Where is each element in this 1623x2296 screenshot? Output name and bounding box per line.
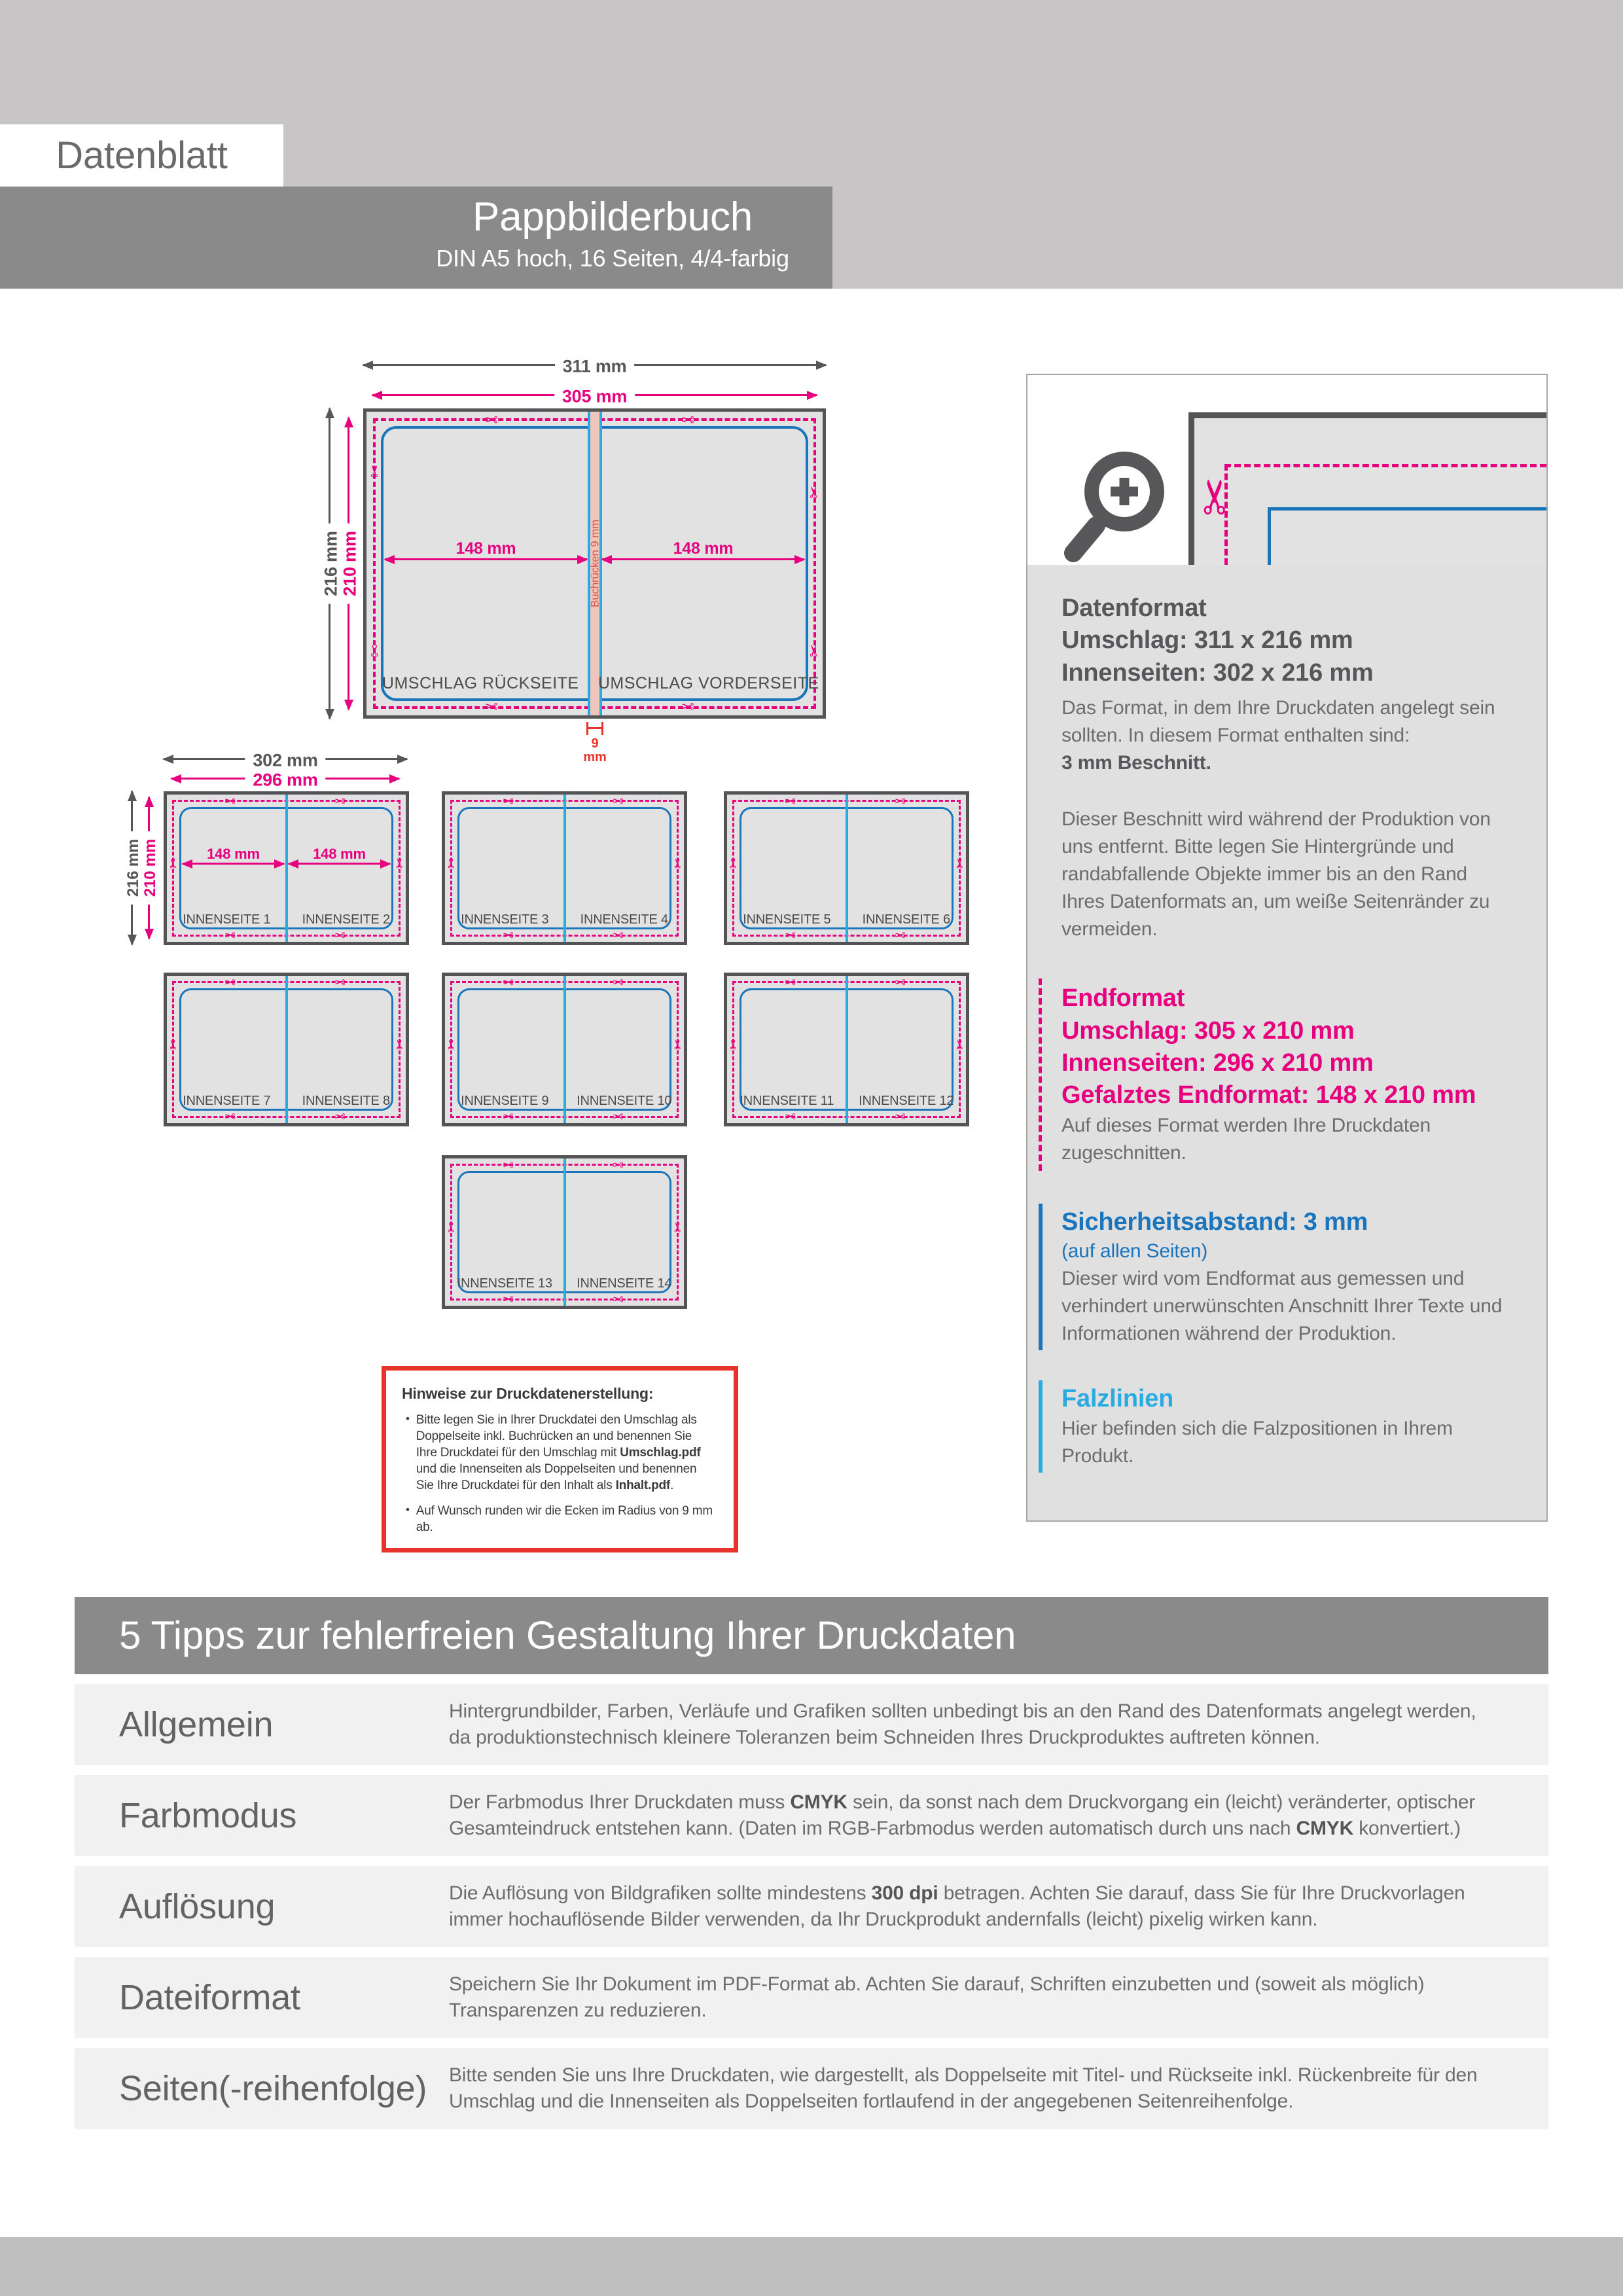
inner-spread-1-2	[164, 791, 409, 945]
page-label: INNENSEITE 14	[577, 1276, 672, 1291]
page-label: INNENSEITE 2	[302, 912, 390, 927]
tip-row-dateiformat	[75, 1957, 1548, 2038]
dim-inner-width-outer: 302 mm	[164, 758, 407, 760]
scissors-icon	[895, 795, 906, 808]
scissors-icon	[895, 929, 906, 942]
sicherheitsabstand-section	[1039, 1204, 1514, 1350]
scissors-icon	[503, 795, 514, 808]
format-info-panel	[1026, 374, 1548, 1522]
spine-label: Buchrücken 9 mm	[588, 520, 601, 607]
dim-inner-height-inner: 210 mm	[148, 797, 150, 939]
inner-spread-3-4	[442, 791, 687, 945]
print-data-hints-box	[382, 1366, 738, 1552]
scissors-icon	[334, 929, 346, 942]
inner-spread-5-6	[724, 791, 969, 945]
tip-row-allgemein	[75, 1684, 1548, 1765]
product-title: Pappbilderbuch	[472, 194, 753, 240]
dim-inner-width-inner: 296 mm	[171, 778, 399, 780]
tip-text: Bitte senden Sie uns Ihre Druckdaten, wie dargestellt, als Doppelseite mit Titel- und Rückseite inkl. Rückenbreite für den Umschlag und die Innenseiten als Doppelseiten fortlaufend in der angegebenen Seitenreihenfolge.	[449, 2064, 1478, 2112]
scissors-icon	[672, 857, 683, 870]
sicherheitsabstand-heading: Sicherheitsabstand: 3 mm	[1061, 1208, 1368, 1236]
inner-spread-7-8	[164, 973, 409, 1126]
scissors-icon	[334, 1110, 346, 1123]
dim-inner-half-right: 148 mm	[289, 863, 390, 865]
tip-row-farbmodus	[75, 1775, 1548, 1856]
scissors-icon	[368, 463, 382, 479]
sicherheitsabstand-sub: (auf allen Seiten)	[1061, 1240, 1208, 1263]
tip-label: Farbmodus	[119, 1796, 297, 1835]
page-label: INNENSEITE 8	[302, 1094, 390, 1108]
endformat-section	[1039, 978, 1514, 1171]
scissors-icon	[672, 1038, 683, 1051]
endformat-heading: Endformat	[1061, 984, 1185, 1013]
falzlinien-section	[1039, 1380, 1514, 1473]
scissors-icon	[485, 412, 498, 428]
tip-text: Der Farbmodus Ihrer Druckdaten muss CMYK sein, da sonst nach dem Druckvorgang ein (leicht) veränderter, optischer Gesamteindruck entstehen kann. (Daten im RGB-Farbmodus werden automatisch durch uns nach CMYK konvertiert.)	[449, 1791, 1476, 1839]
hints-title: Hinweise zur Druckdatenerstellung:	[402, 1385, 654, 1402]
datenformat-innenseiten: Innenseiten: 302 x 216 mm	[1061, 658, 1374, 687]
cut-detail-graphic	[1188, 412, 1546, 565]
scissors-icon	[895, 1110, 906, 1123]
scissors-icon	[681, 412, 694, 428]
scissors-icon	[224, 929, 236, 942]
scissors-icon	[503, 1158, 514, 1172]
scissors-icon	[954, 857, 965, 870]
scissors-icon	[808, 643, 821, 658]
scissors-icon	[446, 1221, 457, 1234]
scissors-icon	[613, 976, 624, 989]
endformat-gefalzt: Gefalztes Endformat: 148 x 210 mm	[1061, 1081, 1476, 1109]
dim-cover-width-inner: 305 mm	[372, 394, 817, 396]
spine-width-bracket	[586, 722, 603, 735]
page-label: INNENSEITE 3	[461, 912, 549, 927]
datenformat-text: Das Format, in dem Ihre Druckdaten angelegt sein sollten. In diesem Format enthalten sind: 3 mm Beschnitt.	[1061, 697, 1495, 774]
doc-type-label: Datenblatt	[56, 134, 228, 177]
dim-cover-half-left: 148 mm	[385, 558, 587, 560]
product-subtitle: DIN A5 hoch, 16 Seiten, 4/4-farbig	[436, 244, 789, 272]
endformat-cut-line	[1224, 464, 1546, 467]
endformat-innenseiten: Innenseiten: 296 x 210 mm	[1061, 1049, 1374, 1077]
scissors-icon	[808, 484, 821, 500]
tip-text: Die Auflösung von Bildgrafiken sollte mindestens 300 dpi betragen. Achten Sie darauf, dass Sie für Ihre Druckvorlagen immer hochauflösende Bilder verwenden, da Ihr Druckprodukt andernfalls (leicht) pixelig wirken kann.	[449, 1882, 1465, 1930]
cover-back-label: UMSCHLAG RÜCKSEITE	[382, 674, 579, 692]
tip-row-seitenreihenfolge	[75, 2048, 1548, 2129]
doc-type-box	[0, 124, 283, 187]
scissors-icon	[895, 976, 906, 989]
scissors-icon	[168, 857, 179, 870]
scissors-icon	[368, 643, 382, 658]
page-label: INNENSEITE 7	[183, 1094, 271, 1108]
scissors-icon	[168, 1038, 179, 1051]
page-label: INNENSEITE 5	[743, 912, 831, 927]
tips-banner: 5 Tipps zur fehlerfreien Gestaltung Ihrer Druckdaten	[75, 1597, 1548, 1674]
scissors-icon	[224, 795, 236, 808]
scissors-icon	[446, 1038, 457, 1051]
endformat-umschlag: Umschlag: 305 x 210 mm	[1061, 1016, 1355, 1045]
scissors-icon	[613, 1293, 624, 1306]
dim-cover-height-inner: 210 mm	[348, 418, 349, 709]
sicherheitsabstand-text: Dieser wird vom Endformat aus gemessen und verhindert unerwünschten Anschnitt Ihrer Texte und Informationen während der Produktion.	[1061, 1267, 1503, 1344]
scissors-icon	[394, 857, 405, 870]
falzlinien-heading: Falzlinien	[1061, 1384, 1174, 1412]
hint-bullet-2: • Auf Wunsch runden wir die Ecken im Radius von 9 mm ab.	[402, 1503, 715, 1535]
page-label: INNENSEITE 6	[862, 912, 950, 927]
page-label: INNENSEITE 11	[740, 1094, 834, 1108]
scissors-icon	[394, 1038, 405, 1051]
scissors-icon	[954, 1038, 965, 1051]
beschnitt-text: Dieser Beschnitt wird während der Produktion von uns entfernt. Bitte legen Sie Hintergründe und randabfallende Objekte immer bis an den Rand Ihres Datenformats an, um weiße Seitenränder zu vermeiden.	[1061, 808, 1491, 941]
scissors-icon	[224, 1110, 236, 1123]
inner-spread-13-14	[442, 1155, 687, 1309]
scissors-icon	[672, 1221, 683, 1234]
safety-line	[1268, 507, 1271, 565]
inner-spread-9-10	[442, 973, 687, 1126]
tip-label: Dateiformat	[119, 1978, 300, 2017]
page-label: INNENSEITE 1	[183, 912, 271, 927]
scissors-icon	[503, 1293, 514, 1306]
dim-inner-height-outer: 216 mm	[131, 791, 133, 944]
tip-label: Seiten(-reihenfolge)	[119, 2069, 427, 2108]
cover-front-label: UMSCHLAG VORDERSEITE	[597, 674, 819, 692]
product-banner	[0, 187, 832, 289]
scissors-icon	[785, 795, 796, 808]
dim-inner-half-left: 148 mm	[183, 863, 284, 865]
dim-cover-half-right: 148 mm	[602, 558, 804, 560]
scissors-icon	[334, 795, 346, 808]
hint-bullet-1: • Bitte legen Sie in Ihrer Druckdatei den Umschlag als Doppelseite inkl. Buchrücken an und benennen Sie Ihre Druckdatei für den Umschlag mit Umschlag.pdf und die Innenseiten als Doppelseiten und benennen Sie Ihre Druckdatei für den Inhalt als Inhalt.pdf.	[402, 1412, 715, 1494]
tips-section	[75, 1597, 1548, 2129]
scissors-icon	[446, 857, 457, 870]
scissors-icon	[728, 857, 739, 870]
tip-label: Auflösung	[119, 1887, 276, 1926]
scissors-icon	[503, 1110, 514, 1123]
datenformat-umschlag: Umschlag: 311 x 216 mm	[1061, 626, 1353, 655]
tip-row-aufloesung	[75, 1866, 1548, 1947]
spine-width-label: 9 mm	[583, 736, 607, 764]
scissors-icon	[1196, 473, 1235, 520]
safety-line	[1268, 507, 1546, 511]
scissors-icon	[681, 699, 694, 715]
cover-diagram	[363, 408, 826, 719]
scissors-icon	[613, 929, 624, 942]
dim-cover-height-outer: 216 mm	[329, 408, 330, 719]
tip-text: Speichern Sie Ihr Dokument im PDF-Format ab. Achten Sie darauf, Schriften einzubetten und (soweit als möglich) Transparenzen zu reduzieren.	[449, 1973, 1425, 2021]
format-info-body	[1027, 565, 1546, 1520]
endformat-text: Auf dieses Format werden Ihre Druckdaten zugeschnitten.	[1061, 1114, 1431, 1164]
scissors-icon	[613, 795, 624, 808]
scissors-icon	[613, 1110, 624, 1123]
scissors-icon	[503, 976, 514, 989]
falzlinien-text: Hier befinden sich die Falzpositionen in Ihrem Produkt.	[1061, 1418, 1453, 1467]
page-label: INNENSEITE 10	[577, 1094, 672, 1108]
scissors-icon	[785, 929, 796, 942]
scissors-icon	[785, 976, 796, 989]
page-label: INNENSEITE 9	[461, 1094, 549, 1108]
page-label: INNENSEITE 4	[580, 912, 668, 927]
page-label: INNENSEITE 12	[859, 1094, 954, 1108]
page-label: INNENSEITE 13	[457, 1276, 552, 1291]
scissors-icon	[785, 1110, 796, 1123]
tip-label: Allgemein	[119, 1705, 274, 1744]
scissors-icon	[503, 929, 514, 942]
scissors-icon	[728, 1038, 739, 1051]
scissors-icon	[334, 976, 346, 989]
datenformat-heading: Datenformat	[1061, 594, 1207, 622]
scissors-icon	[485, 699, 498, 715]
scissors-icon	[613, 1158, 624, 1172]
dim-cover-width-outer: 311 mm	[363, 364, 826, 366]
scissors-icon	[224, 976, 236, 989]
tip-text: Hintergrundbilder, Farben, Verläufe und Grafiken sollten unbedingt bis an den Rand des Datenformats angelegt werden, da produktionstechnisch kleinere Toleranzen beim Schneiden Ihres Druckproduktes auftreten können.	[449, 1700, 1476, 1748]
magnifier-plus-icon	[1059, 446, 1170, 570]
inner-spread-11-12	[724, 973, 969, 1126]
footer-band	[0, 2237, 1623, 2296]
